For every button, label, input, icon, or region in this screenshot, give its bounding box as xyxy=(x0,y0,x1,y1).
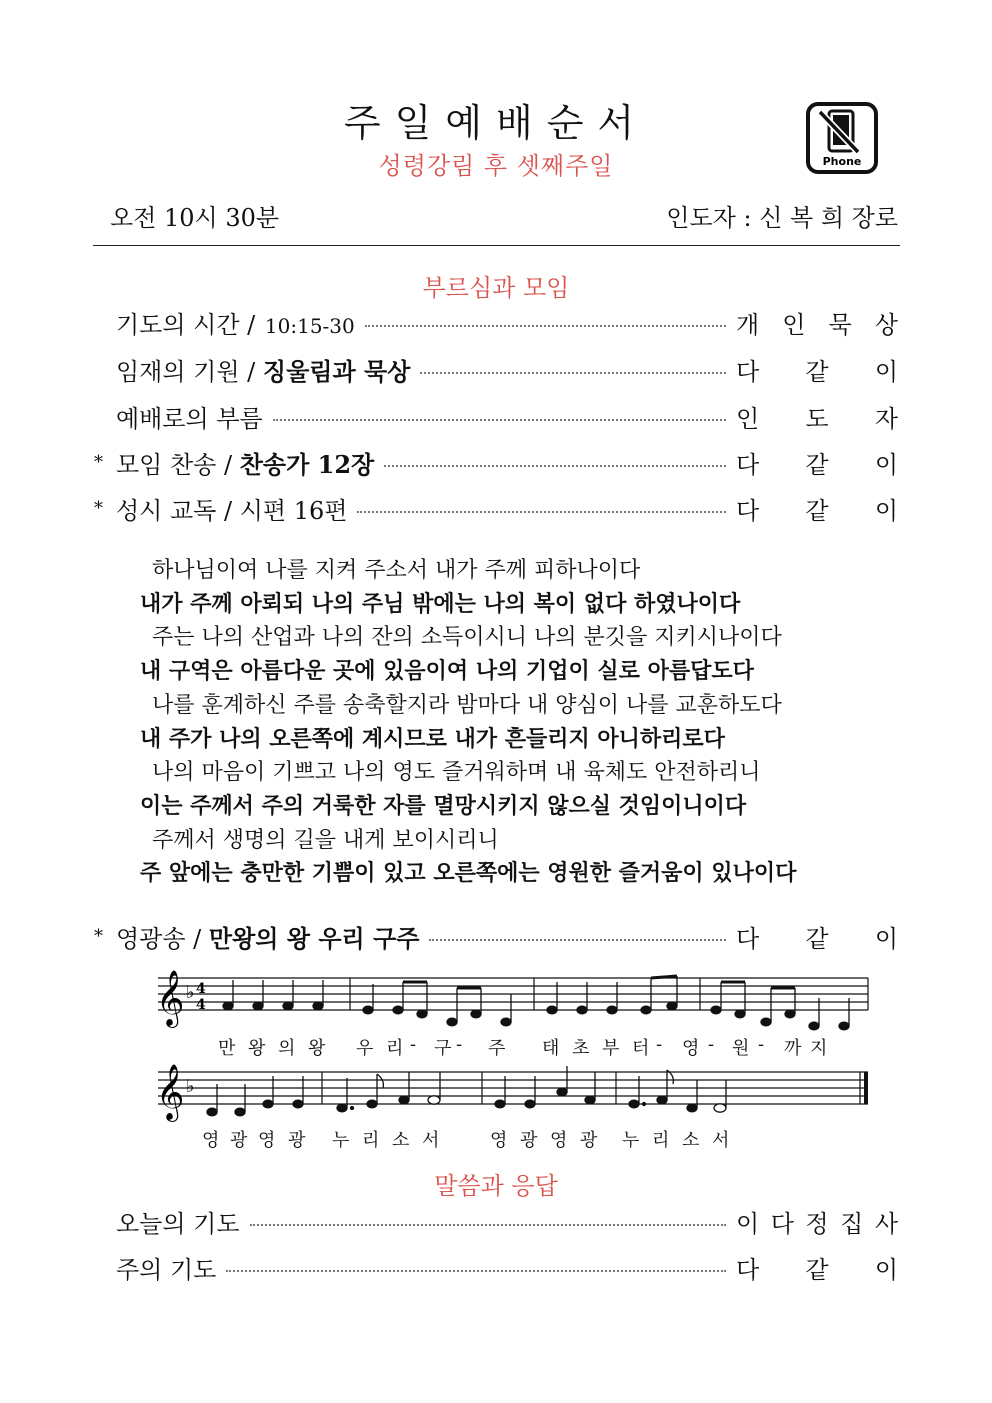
order-item-bold-label: 찬송가 12장 xyxy=(239,449,375,479)
lyric-syllable: 만 xyxy=(218,1038,236,1059)
dotted-leader xyxy=(273,419,726,421)
psalm-leader-line: 주는 나의 산업과 나의 잔의 소득이시니 나의 분깃을 지키시나이다 xyxy=(152,625,782,651)
dotted-leader xyxy=(384,465,726,467)
lyric-syllable: - xyxy=(656,1034,663,1055)
lyric-syllable: 영 xyxy=(682,1038,700,1059)
order-item-label: 오늘의 기도 xyxy=(116,1209,240,1238)
order-item-participant: 다 같 이 xyxy=(736,924,898,953)
psalm-response-line: 내 주가 나의 오른쪽에 계시므로 내가 흔들리지 아니하리로다 xyxy=(140,726,725,752)
psalm-response-line: 내가 주께 아뢰되 나의 주님 밖에는 나의 복이 없다 하였나이다 xyxy=(140,591,741,617)
order-item-participant: 다 같 이 xyxy=(736,357,898,386)
score-lyrics-2 xyxy=(0,1126,992,1152)
treble-clef-icon: 𝄞 xyxy=(156,970,185,1026)
lyric-syllable: 터 xyxy=(632,1038,650,1059)
lyric-syllable: 왕 xyxy=(308,1038,326,1059)
lyric-syllable: 의 xyxy=(278,1038,296,1059)
standing-mark: * xyxy=(94,451,103,473)
page-subtitle: 성령강림 후 셋째주일 xyxy=(378,152,614,180)
lyric-syllable: 리 xyxy=(652,1130,670,1151)
lyric-syllable: 누 xyxy=(332,1130,350,1151)
lyric-syllable: 서 xyxy=(712,1130,730,1151)
no-phone-icon xyxy=(806,102,878,174)
staff-2 xyxy=(158,1072,868,1104)
service-leader: 인도자 : 신 복 희 장로 xyxy=(666,204,898,232)
lyric-syllable: 소 xyxy=(392,1130,410,1151)
dotted-leader xyxy=(250,1224,726,1226)
standing-mark: * xyxy=(94,497,103,519)
treble-clef-icon-2: 𝄞 xyxy=(156,1064,185,1120)
order-item-participant: 다 같 이 xyxy=(736,496,898,525)
lyric-syllable: 구 xyxy=(434,1038,452,1059)
lyric-syllable: 영 xyxy=(202,1130,220,1151)
order-item-lords-prayer xyxy=(94,1249,898,1285)
service-time: 오전 10시 30분 xyxy=(110,204,280,232)
order-item-participant: 다 같 이 xyxy=(736,1255,898,1284)
order-item-participant: 인 도 자 xyxy=(736,404,898,433)
lyric-syllable: 광 xyxy=(288,1130,306,1151)
lyric-syllable: - xyxy=(410,1034,417,1055)
order-item-bold-label: 징울림과 묵상 xyxy=(262,356,411,386)
order-item-bold-label: 만왕의 왕 우리 구주 xyxy=(208,923,420,953)
psalm-leader-line: 나의 마음이 기쁘고 나의 영도 즐거워하며 내 육체도 안전하리니 xyxy=(152,760,761,786)
page-title: 주일예배순서 xyxy=(343,101,649,145)
notes-line-1 xyxy=(223,976,849,1030)
standing-mark: * xyxy=(94,925,103,947)
order-item-label: 모임 찬송 / 찬송가 12장 xyxy=(116,449,375,479)
order-item-label: 예배로의 부름 xyxy=(116,404,263,433)
order-item-prayer-time xyxy=(94,304,898,340)
psalm-leader-line: 나를 훈계하신 주를 송축할지라 밤마다 내 양심이 나를 교훈하도다 xyxy=(152,692,782,718)
score-lyrics-1 xyxy=(0,1034,992,1060)
lyric-syllable: 왕 xyxy=(248,1038,266,1059)
section-heading-gathering: 부르심과 모임 xyxy=(422,274,570,302)
psalm-leader-line: 하나님이여 나를 지켜 주소서 내가 주께 피하나이다 xyxy=(152,558,641,583)
lyric-syllable: - xyxy=(456,1034,463,1055)
dotted-leader xyxy=(420,372,726,374)
dotted-leader xyxy=(226,1270,726,1272)
order-item-participant: 이 다 정 집 사 xyxy=(736,1209,898,1238)
psalm-response-line: 내 구역은 아름다운 곳에 있음이여 나의 기업이 실로 아름답도다 xyxy=(140,659,754,685)
order-item-label: 영광송 / 만왕의 왕 우리 구주 xyxy=(116,923,420,953)
music-score xyxy=(150,970,880,1150)
order-item-label: 주의 기도 xyxy=(116,1255,217,1284)
lyric-syllable: 소 xyxy=(682,1130,700,1151)
lyric-syllable: 우 xyxy=(356,1038,374,1059)
order-item-todays-prayer xyxy=(94,1203,898,1239)
lyric-syllable: 주 xyxy=(488,1038,506,1059)
lyric-syllable: - xyxy=(758,1034,765,1055)
lyric-syllable: 리 xyxy=(362,1130,380,1151)
lyric-syllable: 태 xyxy=(542,1038,560,1059)
order-item-time: 10:15-30 xyxy=(264,313,355,338)
lyric-syllable: 리 xyxy=(386,1038,404,1059)
lyric-syllable: 부 xyxy=(602,1038,620,1059)
lyric-syllable: - xyxy=(708,1034,715,1055)
notes-line-2 xyxy=(207,1066,726,1116)
order-item-participant: 개 인 묵 상 xyxy=(736,310,898,339)
psalm-leader-line: 주께서 생명의 길을 내게 보이시리니 xyxy=(152,827,499,853)
time-sig-top: 4 xyxy=(196,981,206,997)
lyric-syllable: 광 xyxy=(520,1130,538,1151)
order-item-participant: 다 같 이 xyxy=(736,450,898,479)
order-item-invocation xyxy=(94,351,898,387)
lyric-syllable: 서 xyxy=(422,1130,440,1151)
lyric-syllable: 까 xyxy=(784,1038,802,1059)
dotted-leader xyxy=(365,325,726,327)
section-heading-word: 말씀과 응답 xyxy=(434,1172,558,1200)
lyric-syllable: 영 xyxy=(490,1130,508,1151)
flat-sign-icon: ♭ xyxy=(186,982,195,1003)
order-item-responsive-reading xyxy=(94,490,898,526)
lyric-syllable: 초 xyxy=(572,1038,590,1059)
header-divider xyxy=(93,245,900,246)
order-item-call-to-worship xyxy=(94,398,898,434)
psalm-response-line: 주 앞에는 충만한 기쁨이 있고 오른쪽에는 영원한 즐거움이 있나이다 xyxy=(140,861,797,887)
time-sig-bottom: 4 xyxy=(196,997,206,1013)
order-item-label: 성시 교독 / 시편 16편 xyxy=(116,496,348,525)
lyric-syllable: 누 xyxy=(622,1130,640,1151)
lyric-syllable: 지 xyxy=(810,1038,828,1059)
order-item-gathering-hymn xyxy=(94,444,898,480)
lyric-syllable: 영 xyxy=(258,1130,276,1151)
lyric-syllable: 영 xyxy=(550,1130,568,1151)
lyric-syllable: 원 xyxy=(732,1038,750,1059)
order-item-label: 임재의 기원 / 징울림과 묵상 xyxy=(116,356,411,386)
phone-icon-label: Phone xyxy=(822,155,862,168)
order-item-doxology xyxy=(94,918,898,954)
dotted-leader xyxy=(429,939,726,941)
psalm-response-line: 이는 주께서 주의 거룩한 자를 멸망시키지 않으실 것임이니이다 xyxy=(140,793,747,819)
flat-sign-icon-2: ♭ xyxy=(186,1076,195,1097)
staff-1 xyxy=(158,978,868,1010)
lyric-syllable: 광 xyxy=(230,1130,248,1151)
dotted-leader xyxy=(357,511,726,513)
order-item-label: 기도의 시간 / 10:15-30 xyxy=(116,310,355,339)
lyric-syllable: 광 xyxy=(580,1130,598,1151)
